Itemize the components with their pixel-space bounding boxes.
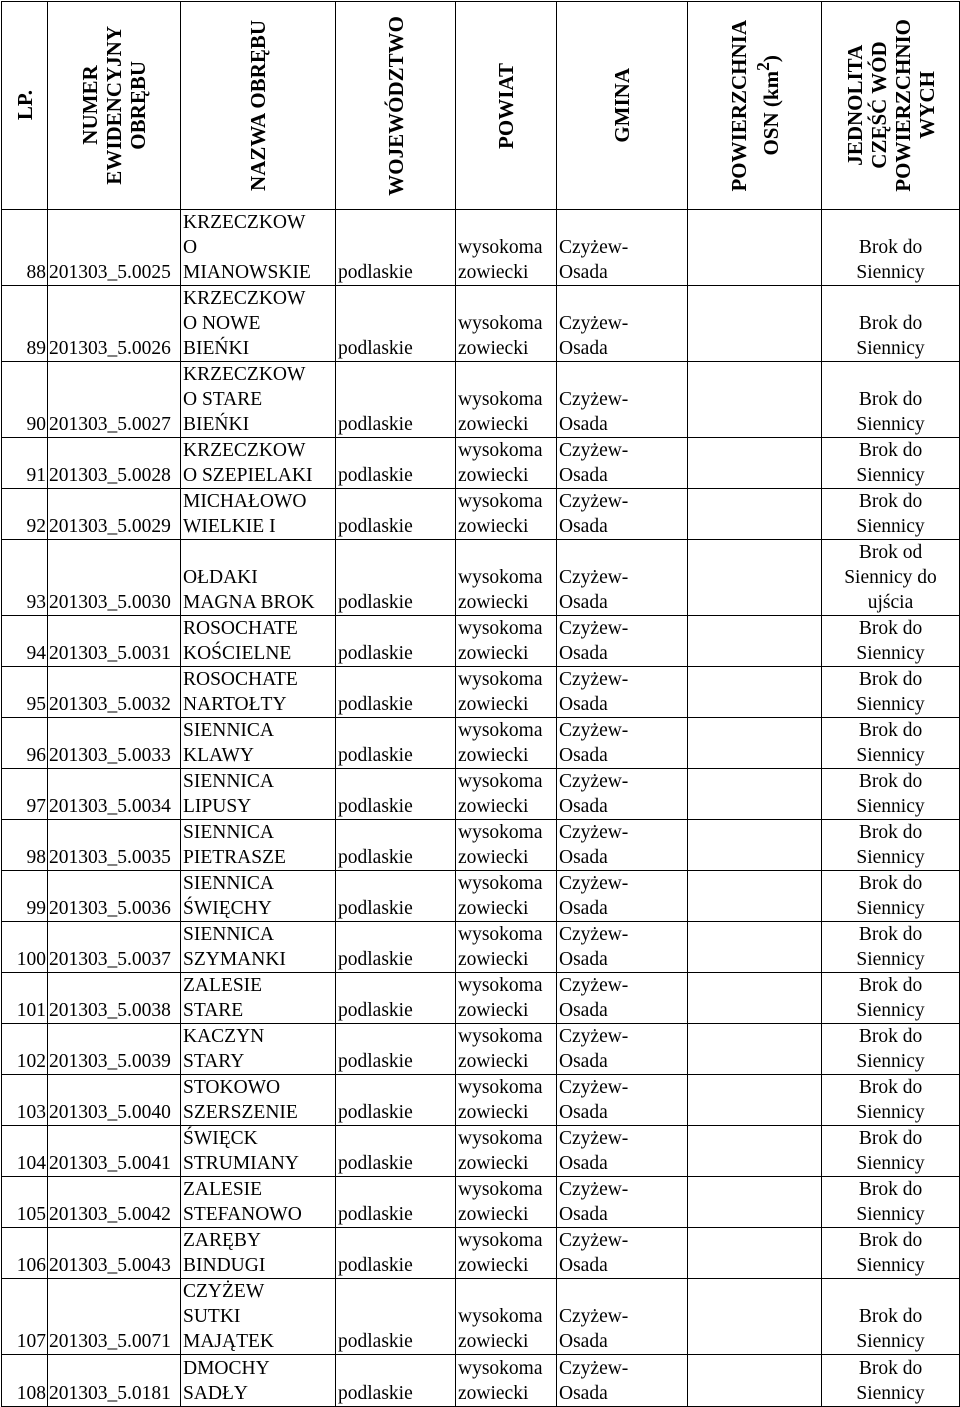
row-number: 201303_5.0071 — [48, 1279, 181, 1355]
header-lp: LP. — [2, 2, 48, 210]
table-row — [2, 489, 960, 540]
row-lp: 91 — [2, 438, 48, 489]
table-row — [2, 1279, 960, 1355]
row-municipality: Czyżew- Osada — [557, 820, 688, 871]
row-county: wysokoma zowiecki — [456, 922, 557, 973]
row-lp: 107 — [2, 1279, 48, 1355]
row-number: 201303_5.0028 — [48, 438, 181, 489]
row-voivodeship: podlaskie — [336, 922, 456, 973]
row-municipality: Czyżew- Osada — [557, 973, 688, 1024]
row-area — [688, 718, 822, 769]
row-area — [688, 210, 822, 286]
row-area — [688, 489, 822, 540]
row-water-part: Brok do Siennicy — [822, 718, 960, 769]
row-county: wysokoma zowiecki — [456, 489, 557, 540]
table-row — [2, 1228, 960, 1279]
row-name: KRZECZKOW O NOWE BIEŃKI — [181, 286, 336, 362]
row-water-part: Brok do Siennicy — [822, 210, 960, 286]
row-lp: 101 — [2, 973, 48, 1024]
table-row — [2, 1126, 960, 1177]
row-voivodeship: podlaskie — [336, 286, 456, 362]
row-name: KRZECZKOW O STARE BIEŃKI — [181, 362, 336, 438]
table-row — [2, 1024, 960, 1075]
header-county: POWIAT — [456, 2, 557, 210]
row-name: SIENNICA LIPUSY — [181, 769, 336, 820]
row-number: 201303_5.0026 — [48, 286, 181, 362]
row-number: 201303_5.0038 — [48, 973, 181, 1024]
header-municipality: GMINA — [557, 2, 688, 210]
row-area — [688, 871, 822, 922]
row-municipality: Czyżew- Osada — [557, 362, 688, 438]
row-number: 201303_5.0037 — [48, 922, 181, 973]
row-number: 201303_5.0181 — [48, 1355, 181, 1407]
row-number: 201303_5.0030 — [48, 540, 181, 616]
row-lp: 99 — [2, 871, 48, 922]
row-lp: 92 — [2, 489, 48, 540]
row-municipality: Czyżew- Osada — [557, 718, 688, 769]
row-number: 201303_5.0036 — [48, 871, 181, 922]
row-county: wysokoma zowiecki — [456, 1355, 557, 1407]
row-municipality: Czyżew- Osada — [557, 1355, 688, 1407]
row-voivodeship: podlaskie — [336, 438, 456, 489]
row-number: 201303_5.0027 — [48, 362, 181, 438]
row-county: wysokoma zowiecki — [456, 540, 557, 616]
table-row — [2, 871, 960, 922]
row-area — [688, 922, 822, 973]
row-area — [688, 1075, 822, 1126]
row-municipality: Czyżew- Osada — [557, 1177, 688, 1228]
row-name: KRZECZKOW O MIANOWSKIE — [181, 210, 336, 286]
row-name: STOKOWO SZERSZENIE — [181, 1075, 336, 1126]
row-municipality: Czyżew- Osada — [557, 871, 688, 922]
row-number: 201303_5.0042 — [48, 1177, 181, 1228]
header-row — [2, 2, 960, 210]
row-water-part: Brok do Siennicy — [822, 438, 960, 489]
row-county: wysokoma zowiecki — [456, 667, 557, 718]
row-number: 201303_5.0033 — [48, 718, 181, 769]
row-county: wysokoma zowiecki — [456, 438, 557, 489]
row-name: KACZYN STARY — [181, 1024, 336, 1075]
row-water-part: Brok do Siennicy — [822, 1075, 960, 1126]
row-municipality: Czyżew- Osada — [557, 286, 688, 362]
table-row — [2, 210, 960, 286]
row-county: wysokoma zowiecki — [456, 769, 557, 820]
row-county: wysokoma zowiecki — [456, 1177, 557, 1228]
row-municipality: Czyżew- Osada — [557, 540, 688, 616]
row-voivodeship: podlaskie — [336, 667, 456, 718]
row-county: wysokoma zowiecki — [456, 871, 557, 922]
header-voivodeship: WOJEWÓDZTWO — [336, 2, 456, 210]
row-water-part: Brok do Siennicy — [822, 973, 960, 1024]
row-water-part: Brok do Siennicy — [822, 362, 960, 438]
table-row — [2, 438, 960, 489]
row-municipality: Czyżew- Osada — [557, 489, 688, 540]
row-voivodeship: podlaskie — [336, 820, 456, 871]
row-voivodeship: podlaskie — [336, 1279, 456, 1355]
row-municipality: Czyżew- Osada — [557, 1075, 688, 1126]
row-lp: 97 — [2, 769, 48, 820]
row-number: 201303_5.0035 — [48, 820, 181, 871]
row-area — [688, 1355, 822, 1407]
row-county: wysokoma zowiecki — [456, 718, 557, 769]
row-water-part: Brok do Siennicy — [822, 1228, 960, 1279]
row-area — [688, 616, 822, 667]
row-municipality: Czyżew- Osada — [557, 210, 688, 286]
row-name: OŁDAKI MAGNA BROK — [181, 540, 336, 616]
row-county: wysokoma zowiecki — [456, 1075, 557, 1126]
table-row — [2, 286, 960, 362]
row-lp: 98 — [2, 820, 48, 871]
table-row — [2, 1177, 960, 1228]
row-area — [688, 540, 822, 616]
row-area — [688, 438, 822, 489]
row-number: 201303_5.0039 — [48, 1024, 181, 1075]
row-county: wysokoma zowiecki — [456, 1228, 557, 1279]
row-area — [688, 769, 822, 820]
row-name: SIENNICA ŚWIĘCHY — [181, 871, 336, 922]
header-water-part: JEDNOLITA CZĘŚĆ WÓD POWIERZCHNIO WYCH — [822, 2, 960, 210]
row-voivodeship: podlaskie — [336, 1177, 456, 1228]
row-water-part: Brok do Siennicy — [822, 1024, 960, 1075]
row-voivodeship: podlaskie — [336, 1228, 456, 1279]
row-area — [688, 1126, 822, 1177]
row-water-part: Brok do Siennicy — [822, 871, 960, 922]
row-municipality: Czyżew- Osada — [557, 616, 688, 667]
row-voivodeship: podlaskie — [336, 540, 456, 616]
row-county: wysokoma zowiecki — [456, 362, 557, 438]
row-area — [688, 286, 822, 362]
row-lp: 93 — [2, 540, 48, 616]
row-water-part: Brok od Siennicy do ujścia — [822, 540, 960, 616]
row-area — [688, 667, 822, 718]
row-number: 201303_5.0041 — [48, 1126, 181, 1177]
row-lp: 88 — [2, 210, 48, 286]
row-lp: 103 — [2, 1075, 48, 1126]
row-county: wysokoma zowiecki — [456, 286, 557, 362]
row-voivodeship: podlaskie — [336, 362, 456, 438]
row-county: wysokoma zowiecki — [456, 820, 557, 871]
row-area — [688, 1177, 822, 1228]
row-municipality: Czyżew- Osada — [557, 1126, 688, 1177]
row-number: 201303_5.0032 — [48, 667, 181, 718]
table-row — [2, 820, 960, 871]
row-name: ŚWIĘCK STRUMIANY — [181, 1126, 336, 1177]
row-lp: 102 — [2, 1024, 48, 1075]
row-county: wysokoma zowiecki — [456, 973, 557, 1024]
row-voivodeship: podlaskie — [336, 718, 456, 769]
header-area-label: POWIERZCHNIA OSN $(km^2)$ — [726, 19, 783, 192]
row-county: wysokoma zowiecki — [456, 616, 557, 667]
table-row — [2, 1355, 960, 1407]
row-water-part: Brok do Siennicy — [822, 1279, 960, 1355]
row-lp: 90 — [2, 362, 48, 438]
row-area — [688, 1024, 822, 1075]
header-area — [688, 2, 822, 210]
row-area — [688, 1228, 822, 1279]
table-row — [2, 667, 960, 718]
row-name: ROSOCHATE NARTOŁTY — [181, 667, 336, 718]
row-voivodeship: podlaskie — [336, 1126, 456, 1177]
row-county: wysokoma zowiecki — [456, 1024, 557, 1075]
row-lp: 108 — [2, 1355, 48, 1407]
table-row — [2, 973, 960, 1024]
row-number: 201303_5.0031 — [48, 616, 181, 667]
row-lp: 94 — [2, 616, 48, 667]
row-water-part: Brok do Siennicy — [822, 769, 960, 820]
table-row — [2, 362, 960, 438]
row-municipality: Czyżew- Osada — [557, 922, 688, 973]
table-row — [2, 718, 960, 769]
row-number: 201303_5.0034 — [48, 769, 181, 820]
row-voivodeship: podlaskie — [336, 210, 456, 286]
row-name: SIENNICA SZYMANKI — [181, 922, 336, 973]
row-water-part: Brok do Siennicy — [822, 667, 960, 718]
table-row — [2, 1075, 960, 1126]
row-lp: 100 — [2, 922, 48, 973]
row-lp: 95 — [2, 667, 48, 718]
row-name: DMOCHY SADŁY — [181, 1355, 336, 1407]
row-water-part: Brok do Siennicy — [822, 286, 960, 362]
table-body — [2, 210, 960, 1407]
row-area — [688, 362, 822, 438]
row-name: ZALESIE STEFANOWO — [181, 1177, 336, 1228]
row-number: 201303_5.0029 — [48, 489, 181, 540]
row-area — [688, 973, 822, 1024]
row-voivodeship: podlaskie — [336, 973, 456, 1024]
row-voivodeship: podlaskie — [336, 616, 456, 667]
row-voivodeship: podlaskie — [336, 1024, 456, 1075]
row-name: SIENNICA PIETRASZE — [181, 820, 336, 871]
row-area — [688, 820, 822, 871]
water-body-table — [1, 1, 960, 1407]
table-row — [2, 540, 960, 616]
row-name: CZYŻEW SUTKI MAJĄTEK — [181, 1279, 336, 1355]
table-row — [2, 922, 960, 973]
row-voivodeship: podlaskie — [336, 871, 456, 922]
row-water-part: Brok do Siennicy — [822, 1355, 960, 1407]
row-number: 201303_5.0025 — [48, 210, 181, 286]
row-municipality: Czyżew- Osada — [557, 438, 688, 489]
row-lp: 105 — [2, 1177, 48, 1228]
row-municipality: Czyżew- Osada — [557, 1228, 688, 1279]
row-municipality: Czyżew- Osada — [557, 1279, 688, 1355]
row-water-part: Brok do Siennicy — [822, 489, 960, 540]
row-number: 201303_5.0043 — [48, 1228, 181, 1279]
table-row — [2, 769, 960, 820]
row-county: wysokoma zowiecki — [456, 1279, 557, 1355]
row-voivodeship: podlaskie — [336, 1075, 456, 1126]
row-name: KRZECZKOW O SZEPIELAKI — [181, 438, 336, 489]
row-county: wysokoma zowiecki — [456, 210, 557, 286]
row-lp: 96 — [2, 718, 48, 769]
row-lp: 89 — [2, 286, 48, 362]
row-water-part: Brok do Siennicy — [822, 820, 960, 871]
row-lp: 106 — [2, 1228, 48, 1279]
row-municipality: Czyżew- Osada — [557, 769, 688, 820]
row-voivodeship: podlaskie — [336, 1355, 456, 1407]
row-name: SIENNICA KLAWY — [181, 718, 336, 769]
row-name: ZARĘBY BINDUGI — [181, 1228, 336, 1279]
row-lp: 104 — [2, 1126, 48, 1177]
row-area — [688, 1279, 822, 1355]
row-voivodeship: podlaskie — [336, 489, 456, 540]
header-name: NAZWA OBRĘBU — [181, 2, 336, 210]
table-row — [2, 616, 960, 667]
row-municipality: Czyżew- Osada — [557, 667, 688, 718]
row-water-part: Brok do Siennicy — [822, 1177, 960, 1228]
row-water-part: Brok do Siennicy — [822, 922, 960, 973]
row-voivodeship: podlaskie — [336, 769, 456, 820]
row-number: 201303_5.0040 — [48, 1075, 181, 1126]
row-municipality: Czyżew- Osada — [557, 1024, 688, 1075]
row-water-part: Brok do Siennicy — [822, 1126, 960, 1177]
row-name: ROSOCHATE KOŚCIELNE — [181, 616, 336, 667]
row-name: ZALESIE STARE — [181, 973, 336, 1024]
row-water-part: Brok do Siennicy — [822, 616, 960, 667]
row-name: MICHAŁOWO WIELKIE I — [181, 489, 336, 540]
header-number: NUMER EWIDENCYJNY OBRĘBU — [48, 2, 181, 210]
row-county: wysokoma zowiecki — [456, 1126, 557, 1177]
